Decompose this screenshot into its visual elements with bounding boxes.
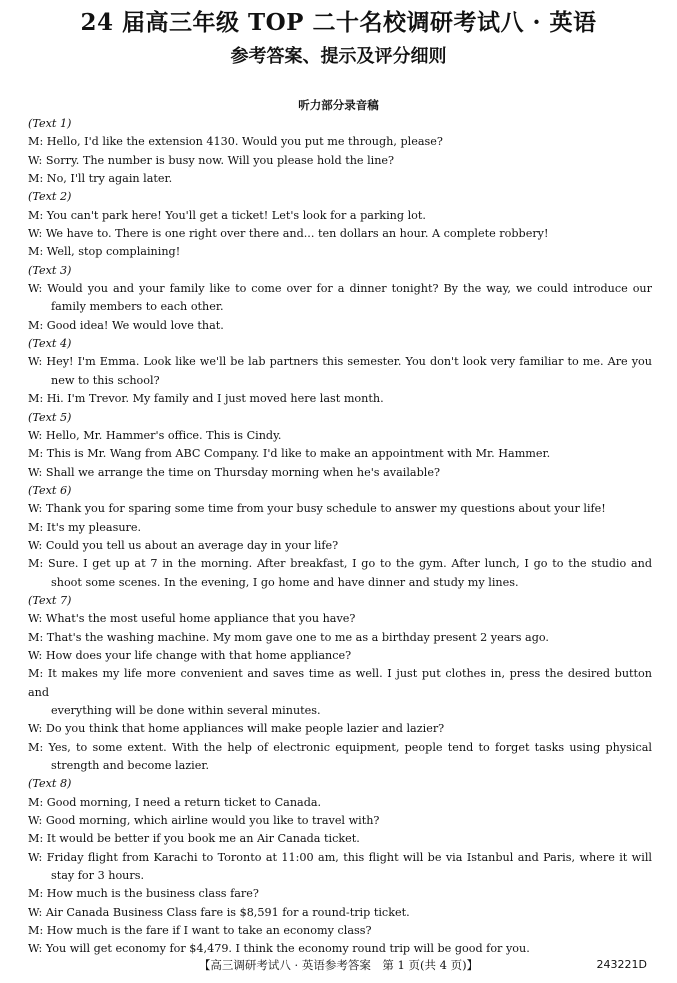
dialogue-line: M: Yes, to some extent. With the help of electronic equipment, people tend to forget tasks using physical xyxy=(28,740,652,754)
text-label: (Text 8) xyxy=(28,777,72,791)
dialogue-continuation: family members to each other. xyxy=(51,300,224,314)
dialogue-line: M: It would be better if you book me an Air Canada ticket. xyxy=(28,832,360,846)
dialogue-line: W: Friday flight from Karachi to Toronto at 11:00 am, this flight will be via Istanbul and Paris, where it will xyxy=(28,850,652,864)
dialogue-line: M: You can't park here! You'll get a ticket! Let's look for a parking lot. xyxy=(28,208,426,222)
dialogue-line: W: You will get economy for $4,479. I think the economy round trip will be good for you. xyxy=(28,942,530,956)
dialogue-line: M: How much is the fare if I want to take an economy class? xyxy=(28,924,372,938)
dialogue-line: M: Hi. I'm Trevor. My family and I just moved here last month. xyxy=(28,392,384,406)
dialogue-line: W: Could you tell us about an average day in your life? xyxy=(28,538,339,552)
dialogue-line: W: What's the most useful home appliance that you have? xyxy=(28,612,356,626)
dialogue-continuation: stay for 3 hours. xyxy=(51,869,145,883)
page-footer xyxy=(0,956,677,974)
text-label: (Text 4) xyxy=(28,337,72,351)
dialogue-line: W: Air Canada Business Class fare is $8,591 for a round-trip ticket. xyxy=(28,905,410,919)
dialogue-line: M: No, I'll try again later. xyxy=(28,172,173,186)
dialogue-line: W: We have to. There is one right over there and... ten dollars an hour. A complete robbery! xyxy=(28,227,549,241)
dialogue-line: W: Hello, Mr. Hammer's office. This is Cindy. xyxy=(28,428,282,442)
text-label: (Text 7) xyxy=(28,593,72,607)
dialogue-line: W: Do you think that home appliances will make people lazier and lazier? xyxy=(28,722,445,736)
text-label: (Text 6) xyxy=(28,483,72,497)
dialogue-line: M: Good morning, I need a return ticket to Canada. xyxy=(28,795,322,809)
dialogue-line: W: Good morning, which airline would you like to travel with? xyxy=(28,814,380,828)
page-subtitle: 参考答案、提示及评分细则 xyxy=(230,46,447,67)
dialogue-line: M: Good idea! We would love that. xyxy=(28,318,224,332)
section-title: 听力部分录音稿 xyxy=(298,98,379,112)
page-title: 24 届高三年级 TOP 二十名校调研考试八 · 英语 xyxy=(80,9,597,36)
text-label: (Text 2) xyxy=(28,190,72,204)
footer-paper-code: 243221D xyxy=(596,958,647,971)
dialogue-line: W: Thank you for sparing some time from your busy schedule to answer my questions about your life! xyxy=(28,502,606,516)
dialogue-line: M: It makes my life more convenient and saves time as well. I just put clothes in, press the desired button and xyxy=(28,667,652,699)
dialogue-line: M: How much is the business class fare? xyxy=(28,887,259,901)
dialogue-line: W: Would you and your family like to come over for a dinner tonight? By the way, we could introduce our xyxy=(28,282,652,296)
dialogue-line: M: Hello, I'd like the extension 4130. Would you put me through, please? xyxy=(28,135,443,149)
text-label: (Text 1) xyxy=(28,117,72,130)
dialogue-line: M: That's the washing machine. My mom gave one to me as a birthday present 2 years ago. xyxy=(28,630,549,644)
dialogue-continuation: strength and become lazier. xyxy=(51,759,210,773)
dialogue-line: W: Shall we arrange the time on Thursday morning when he's available? xyxy=(28,465,440,479)
dialogue-line: M: Sure. I get up at 7 in the morning. After breakfast, I go to the gym. After lunch, I go to the studio and xyxy=(28,557,652,571)
listening-transcript xyxy=(28,115,652,959)
dialogue-line: M: It's my pleasure. xyxy=(28,520,142,534)
text-label: (Text 3) xyxy=(28,263,72,277)
dialogue-line: W: Sorry. The number is busy now. Will you please hold the line? xyxy=(28,153,395,167)
dialogue-line: W: Hey! I'm Emma. Look like we'll be lab partners this semester. You don't look very familiar to me. Are you xyxy=(28,355,652,369)
footer-page-info: 【高三调研考试八 · 英语参考答案 第 1 页(共 4 页)】 xyxy=(198,958,479,972)
dialogue-line: M: This is Mr. Wang from ABC Company. I'd like to make an appointment with Mr. Hammer. xyxy=(28,447,551,461)
text-label: (Text 5) xyxy=(28,410,72,424)
dialogue-continuation: shoot some scenes. In the evening, I go home and have dinner and study my lines. xyxy=(51,575,519,589)
dialogue-line: W: How does your life change with that home appliance? xyxy=(28,648,352,662)
dialogue-line: M: Well, stop complaining! xyxy=(28,245,181,259)
dialogue-continuation: everything will be done within several minutes. xyxy=(51,704,321,717)
dialogue-continuation: new to this school? xyxy=(51,373,160,387)
